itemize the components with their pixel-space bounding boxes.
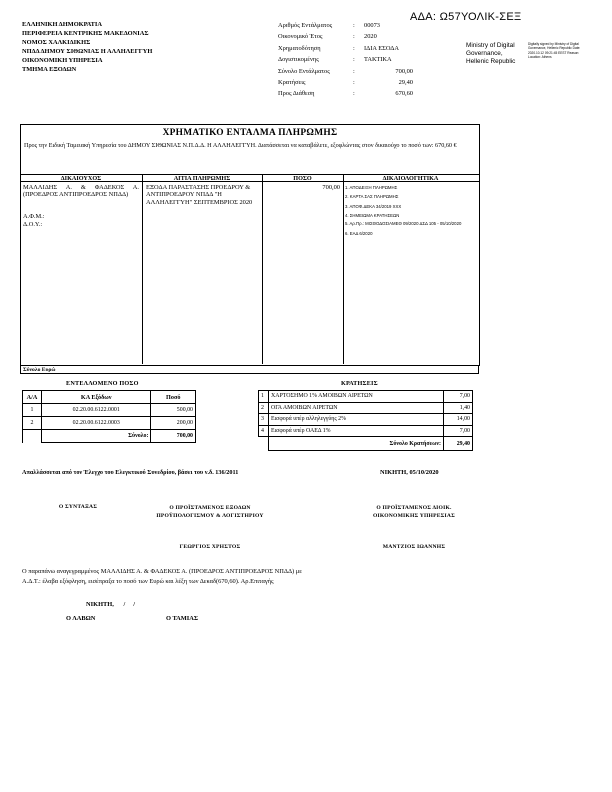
warrant-meta <box>278 20 413 100</box>
receipt-place-date: ΝΙΚΗΤΗ, / / <box>86 601 136 608</box>
document-item: 6. ΕΑΔ 6/2020 <box>345 231 373 237</box>
meta-row: Αριθμός Εντάλματος : 00073 <box>278 22 380 29</box>
committed-table <box>22 390 196 443</box>
beneficiary-doy: Δ.Ο.Υ.: <box>23 221 43 228</box>
grid-line <box>262 174 263 364</box>
documents-list <box>345 183 475 239</box>
signature-composer: Ο ΣΥΝΤΑΞΑΣ <box>58 504 98 510</box>
table-total-row: Σύνολο: 700,00 <box>23 430 196 443</box>
issuer-line: ΠΕΡΙΦΕΡΕΙΑ ΚΕΝΤΡΙΚΗΣ ΜΑΚΕΔΟΝΙΑΣ <box>22 30 149 37</box>
issuer-line: ΝΠΔΔ ΔΗΜΟΥ ΣΙΘΩΝΙΑΣ Η ΑΛΛΗΛΕΓΓΥΗ <box>22 48 153 55</box>
audit-exemption: Απαλλάσσεται από τον Έλεγχο του Ελεγκτικού Συνεδρίου, βάσει του ν.δ. 136/2011 <box>22 469 239 476</box>
treasurer-label: Ο ΤΑΜΙΑΣ <box>166 615 199 622</box>
place-date: ΝΙΚΗΤΗ, 05/10/2020 <box>380 469 439 476</box>
table-total-row: Σύνολο Κρατήσεων: 29,40 <box>259 437 473 451</box>
payment-instruction: Προς την Ειδική Ταμειακή Υπηρεσία του ΔΗΜΟΥ ΣΙΘΩΝΙΑΣ Ν.Π.Δ.Δ. Η ΑΛΛΗΛΕΓΓΥΗ. Διατάσσεται να καταβάλετε, εξοφλώντας στον δικαιούχο το ποσό των: 670,60 € <box>24 142 457 149</box>
table-row: 1 02.20.00.6122.0001 500,00 <box>23 404 196 417</box>
table-row: 1 ΧΑΡΤΟΣΗΜΟ 1% ΑΜΟΙΒΩΝ ΑΙΡΕΤΩΝ 7,00 <box>259 391 473 403</box>
signer-name-left: ΓΕΩΡΓΙΟΣ ΧΡΗΣΤΟΣ <box>179 544 241 550</box>
column-header-beneficiary: ΔΙΚΑΙΟΥΧΟΣ <box>60 175 102 182</box>
column-header-reason: ΑΙΤΙΑ ΠΛΗΡΩΜΗΣ <box>173 175 231 182</box>
warrant-frame <box>20 124 480 366</box>
receiver-label: Ο ΛΑΒΩΝ <box>66 615 96 622</box>
issuer-line: ΟΙΚΟΝΟΜΙΚΗ ΥΠΗΡΕΣΙΑ <box>22 57 103 64</box>
column-header-documents: ΔΙΚΑΙΟΛΟΓΗΤΙΚΑ <box>382 175 439 182</box>
document-item: 3. ΑΠΟΦ.ΔΕΚΑ 34/2019 ΧΧΧ <box>345 203 402 209</box>
signer-name-right: ΜΑΝΤΖΙΟΣ ΙΩΑΝΝΗΣ <box>382 544 446 550</box>
document-item: 4. ΣΗΜΕΙΩΜΑ ΚΡΑΤΗΣΕΩΝ <box>345 213 400 219</box>
meta-row: Σύνολο Εντάλματος : 700,00 <box>278 67 413 75</box>
meta-row: Δογιστικομένης : ΤΑΚΤΙΚΑ <box>278 56 392 64</box>
table-row: 2 ΟΓΑ ΑΜΟΙΒΩΝ ΑΙΡΕΤΩΝ 1,40 <box>259 402 473 414</box>
grid-line <box>142 174 143 364</box>
table-row: 3 Εισφορά υπέρ αλληλεγγύης 2% 14,00 <box>259 414 473 426</box>
deductions-table <box>258 390 473 451</box>
payment-amount: 700,00 <box>322 184 340 191</box>
grid-line <box>343 174 344 364</box>
table-header: Α/Α <box>23 391 42 404</box>
table-header-row <box>23 391 196 404</box>
beneficiary-name: ΜΑΛΛΙΔΗΣ Α. & ΦΑΔΕΚΟΣ Α. (ΠΡΟΕΔΡΟΣ ΑΝΤΙΠΡΟΕΔΡΟΣ ΝΠΔΔ) <box>23 184 139 199</box>
signature-budget-head: Ο ΠΡΟΪΣΤΑΜΕΝΟΣ ΕΞΟΔΩΝ ΠΡΟΫΠΟΛΟΓΙΣΜΟΥ & ΛΟΓΙΣΤΗΡΙΟΥ <box>156 505 264 519</box>
payment-reason: ΕΞΟΔΑ ΠΑΡΑΣΤΑΣΗΣ ΠΡΟΕΔΡΟΥ & ΑΝΤΙΠΡΟΕΔΡΟΥ ΝΠΔΔ "Η ΑΛΛΗΛΕΓΓΥΗ" ΣΕΠΤΕΜΒΡΙΟΣ 2020 <box>146 184 253 206</box>
column-header-amount: ΠΟΣΟ <box>293 175 312 182</box>
table-header: Ποσό <box>151 391 196 404</box>
digital-signature-details: Digitally signed by Ministry of Digital Governance, Hellenic Republic Date: 2020.10.12 09:21:45 EEST Reason: Location: Athens <box>528 42 581 60</box>
beneficiary-afm: Α.Φ.Μ.: <box>23 213 45 220</box>
receipt-text: Ο παραπάνω αναγεγραμμένος ΜΑΛΛΙΔΗΣ Α. & ΦΑΔΕΚΟΣ Α. (ΠΡΟΕΔΡΟΣ ΑΝΤΙΠΡΟΕΔΡΟΣ ΝΠΔΔ) με Α.Δ.Τ.: έλαβα εξόφληση, εισέπραξα το ποσό των Ευρώ και λέξη των Δεκαδ(670,60). Αρ.Επιταγής <box>22 568 302 585</box>
document-item: 1. ΑΠΟΔΕΙΞΗ ΠΛΗΡΩΜΗΣ <box>345 185 398 190</box>
document-title: ΧΡΗΜΑΤΙΚΟ ΕΝΤΑΛΜΑ ΠΛΗΡΩΜΗΣ <box>162 128 338 138</box>
sum-bar: Σύνολο Ευρώ <box>20 365 479 374</box>
table-row: 2 02.20.00.6122.0003 200,00 <box>23 417 196 430</box>
table-header: ΚΑ Εξόδων <box>42 391 151 404</box>
deductions-title: ΚΡΑΤΗΣΕΙΣ <box>341 380 378 387</box>
issuer-block <box>22 20 152 74</box>
committed-title: ΕΝΤΕΛΛΟΜΕΝΟ ΠΟΣΟ <box>66 380 139 387</box>
signature-finance-head: Ο ΠΡΟΪΣΤΑΜΕΝΟΣ ΔΙΟΙΚ. ΟΙΚΟΝΟΜΙΚΗΣ ΥΠΗΡΕΣΙΑΣ <box>372 505 455 519</box>
meta-row: Χρηματοδότηση : ΙΔΙΑ ΕΣΟΔΑ <box>278 44 400 52</box>
issuer-line: ΝΟΜΟΣ ΧΑΛΚΙΔΙΚΗΣ <box>22 39 91 46</box>
meta-row: Προς Διάθεση : 670,60 <box>278 90 413 98</box>
meta-row: Κρατήσεις : 29,40 <box>278 78 413 86</box>
issuer-line: ΤΜΗΜΑ ΕΞΟΔΩΝ <box>22 66 77 73</box>
issuer-line: ΕΛΛΗΝΙΚΗ ΔΗΜΟΚΡΑΤΙΑ <box>22 21 102 28</box>
document-item: 2. ΚΑΡΤΑ ΣΑΣ ΠΛΗΡΩΜΗΣ <box>345 194 399 200</box>
digital-signature-name: Ministry of Digital Governance, Hellenic Republic <box>466 42 516 65</box>
meta-row: Οικονομικό Έτος : 2020 <box>278 33 377 41</box>
document-item: 5. Αρ.Πρ.: ΜΙΣΘΟΔΟΣΙΑΜΕΘ 09/2020 ΔΣΔ 105 - 05/10/2020 <box>345 220 462 226</box>
ada-code: ΑΔΑ: Ω57ΥΟΛΙΚ-ΣΕΞ <box>410 11 522 23</box>
table-row: 4 Εισφορά υπέρ ΟΑΕΔ 1% 7,00 <box>259 425 473 437</box>
